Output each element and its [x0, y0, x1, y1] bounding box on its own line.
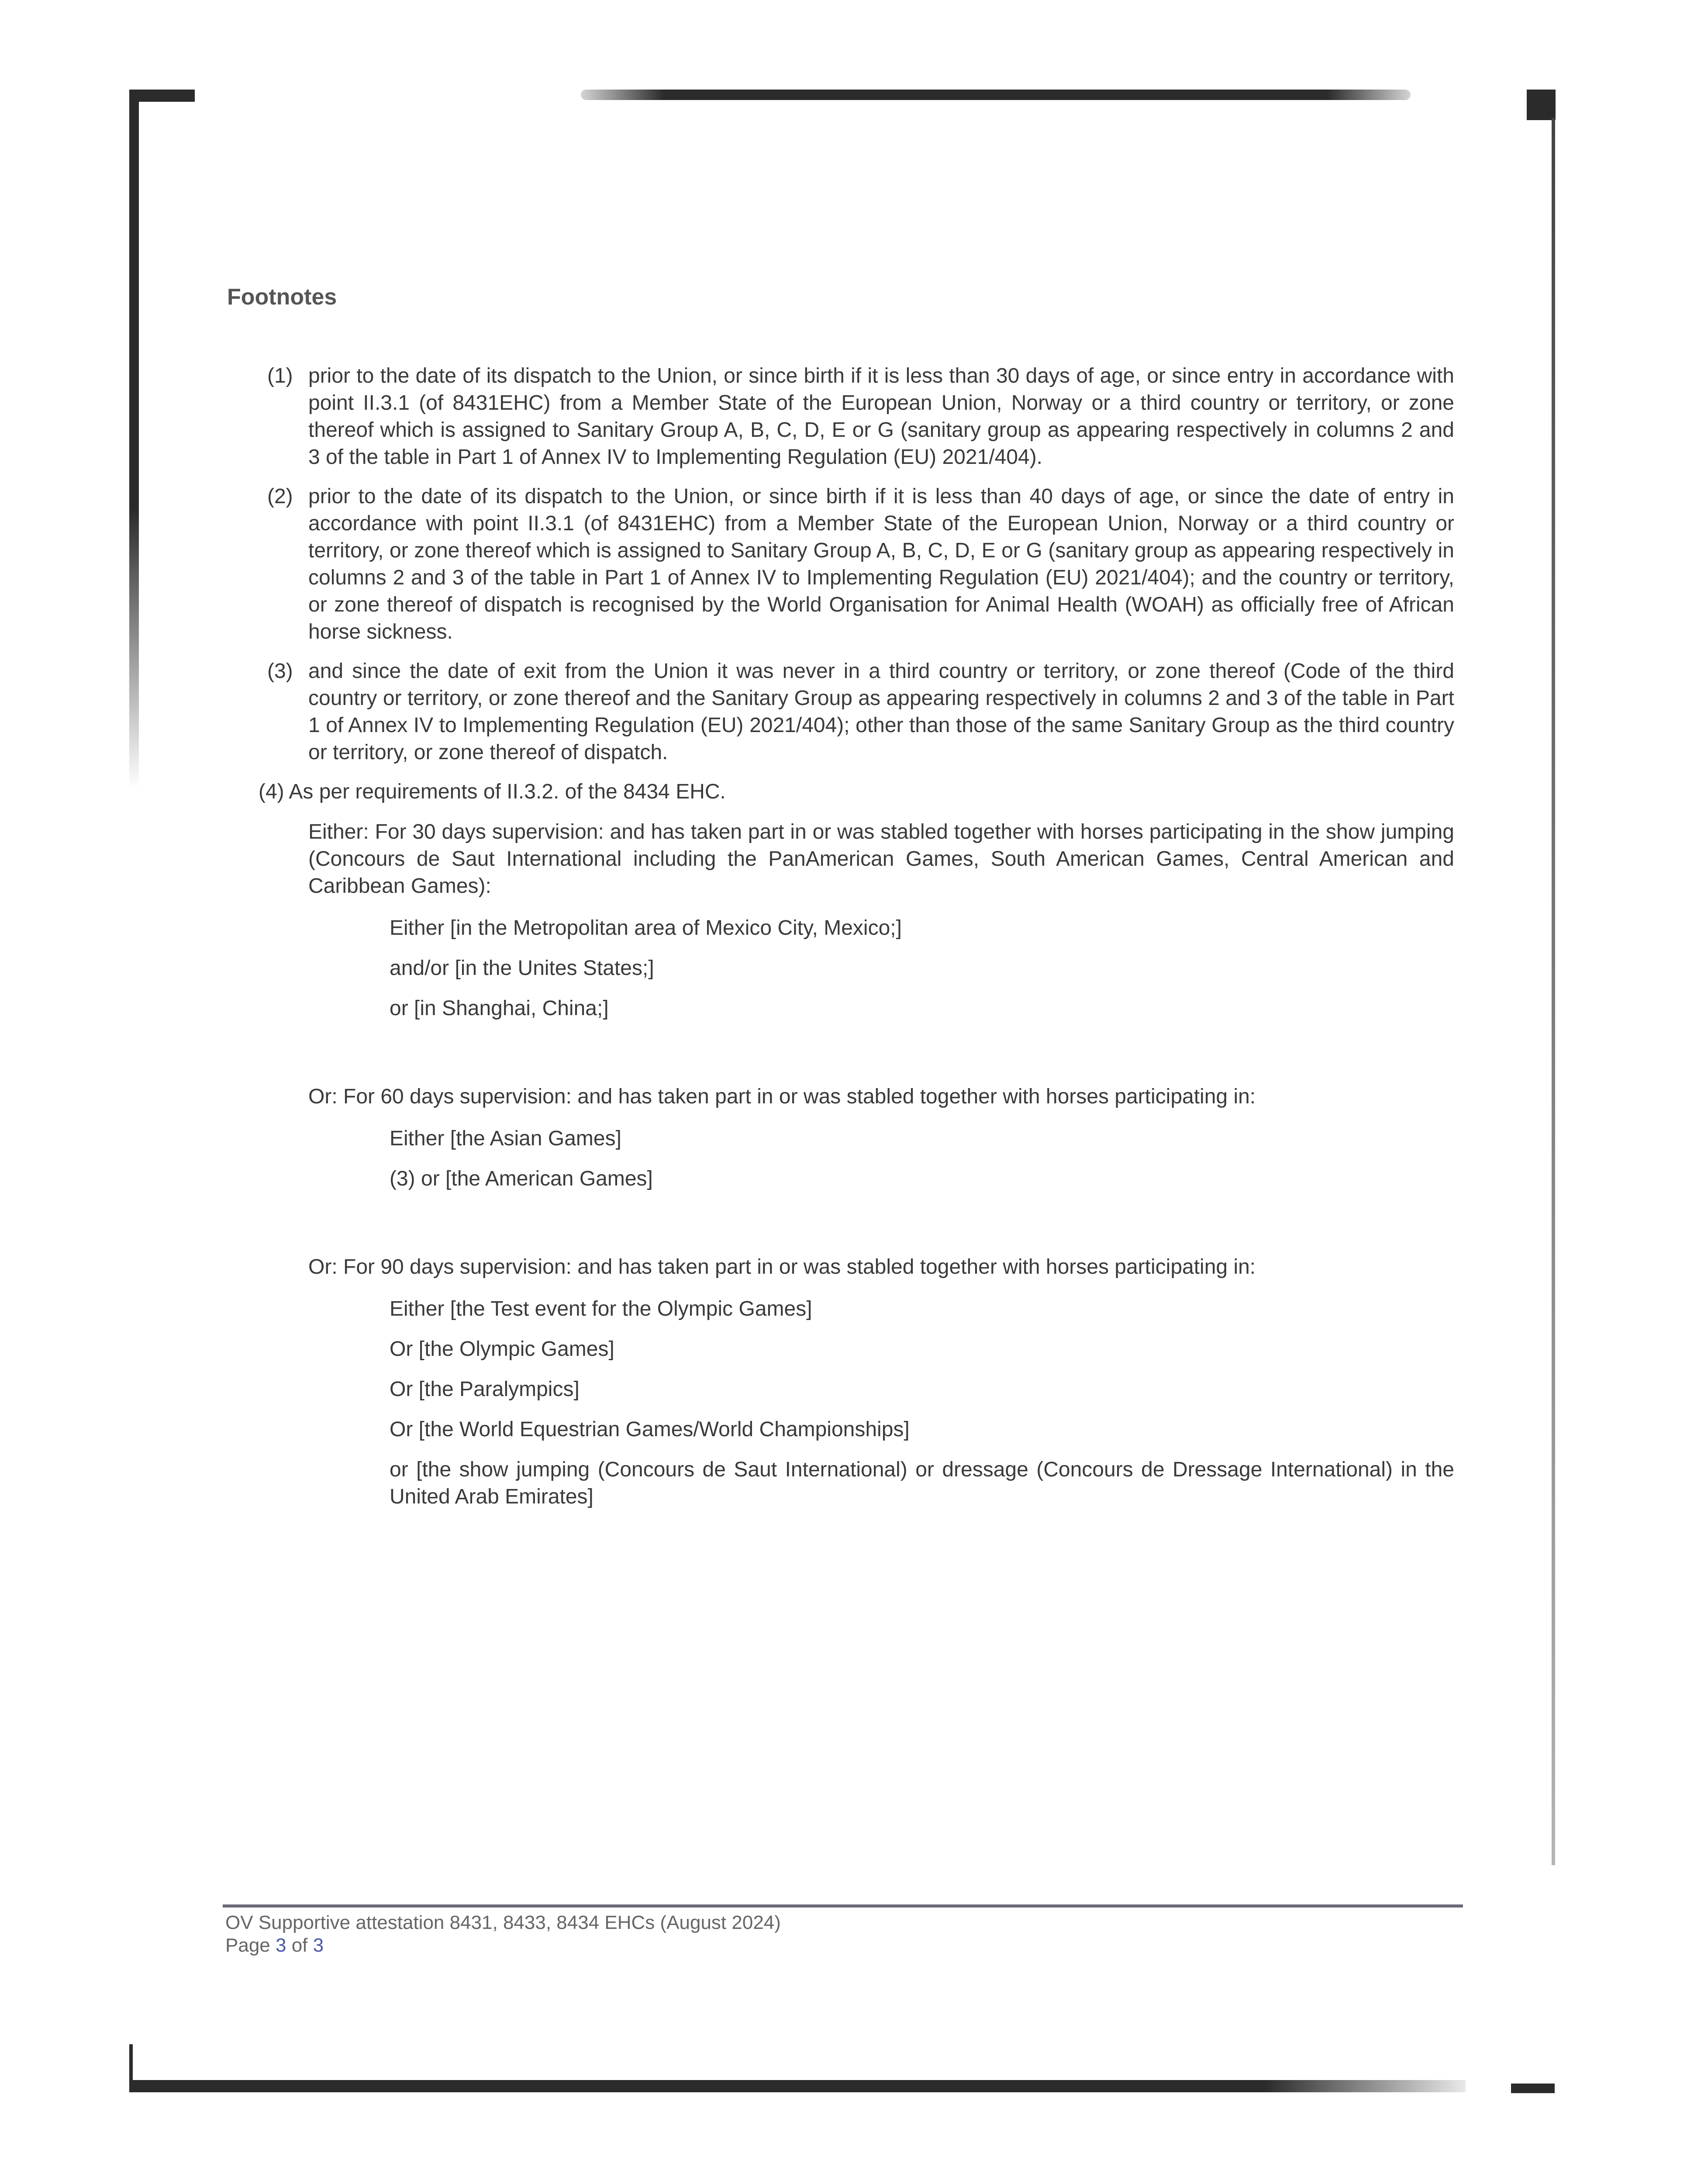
scan-edge	[1552, 118, 1555, 1865]
option-item: Or [the Olympic Games]	[390, 1337, 614, 1361]
scan-edge	[581, 90, 1411, 100]
option-item: and/or [in the Unites States;]	[390, 957, 654, 980]
footer-document-title: OV Supportive attestation 8431, 8433, 8434 EHCs (August 2024)	[225, 1912, 781, 1933]
page-total: 3	[313, 1935, 324, 1956]
option-item: Either [the Asian Games]	[390, 1127, 621, 1150]
footnote-text: prior to the date of its dispatch to the Union, or since birth if it is less than 40 days of age, or since the date of entry in accordance with point II.3.1 (of 8431EHC) from a Member State of the European Union, Norway or a third country or territory, or zone thereof which is assigned to Sanitary Group A, B, C, D, E or G (sanitary group as appearing respectively in columns 2 and 3 of the table in Part 1 of Annex IV to Implementing Regulation (EU) 2021/404); and the country or territory, or zone thereof of dispatch is recognised by the World Organisation for Animal Health (WOAH) as officially free of African horse sickness.	[308, 485, 1454, 643]
footnote-3	[227, 658, 1454, 766]
scan-edge	[129, 2044, 133, 2092]
supervision-group-60-days	[227, 1083, 1454, 1192]
footnote-4-heading: (4) As per requirements of II.3.2. of the 8434 EHC.	[259, 780, 726, 803]
option-item: (3) or [the American Games]	[390, 1167, 653, 1190]
supervision-intro: Or: For 60 days supervision: and has taken part in or was stabled together with horses participating in:	[308, 1085, 1256, 1108]
scan-edge	[129, 90, 195, 102]
scan-edge	[129, 90, 139, 788]
option-item: or [in Shanghai, China;]	[390, 997, 609, 1020]
footnotes-heading: Footnotes	[227, 284, 337, 310]
scan-edge	[1527, 90, 1556, 120]
supervision-group-30-days	[227, 819, 1454, 1022]
option-item: Or [the World Equestrian Games/World Championships]	[390, 1418, 910, 1441]
footnote-number: (1)	[267, 364, 293, 387]
scan-edge	[129, 2080, 1466, 2092]
footnote-number: (2)	[267, 485, 293, 508]
option-item: Either [the Test event for the Olympic Games]	[390, 1297, 812, 1320]
supervision-intro: Either: For 30 days supervision: and has taken part in or was stabled together with horses participating in the show jumping (Concours de Saut International including the PanAmerican Games, South American Games, Central American and Caribbean Games):	[308, 820, 1454, 898]
footnote-number: (3)	[267, 660, 293, 683]
supervision-group-90-days	[227, 1254, 1454, 1510]
option-item: Either [in the Metropolitan area of Mexico City, Mexico;]	[390, 916, 902, 940]
option-item: Or [the Paralympics]	[390, 1378, 580, 1401]
page-current: 3	[275, 1935, 286, 1956]
supervision-intro: Or: For 90 days supervision: and has taken part in or was stabled together with horses participating in:	[308, 1255, 1256, 1279]
footer-divider	[223, 1904, 1463, 1908]
footnote-1	[227, 363, 1454, 471]
document-body	[227, 284, 1454, 1524]
scan-edge	[1511, 2084, 1555, 2093]
footnote-text: and since the date of exit from the Union it was never in a third country or territory, or zone thereof (Code of the third country or territory, or zone thereof and the Sanitary Group as appearing respectively in columns 2 and 3 of the table in Part 1 of Annex IV to Implementing Regulation (EU) 2021/404); other than those of the same Sanitary Group as the third country or territory, or zone thereof of dispatch.	[308, 660, 1454, 764]
footnote-2	[227, 483, 1454, 646]
option-item: or [the show jumping (Concours de Saut International) or dressage (Concours de Dressage International) in the United Arab Emirates]	[390, 1458, 1454, 1508]
page-footer	[225, 1911, 781, 1957]
page-number: Page 3 of 3	[225, 1935, 324, 1956]
footnote-text: prior to the date of its dispatch to the Union, or since birth if it is less than 30 days of age, or since entry in accordance with point II.3.1 (of 8431EHC) from a Member State of the European Union, Norway or a third country or territory, or zone thereof which is assigned to Sanitary Group A, B, C, D, E or G (sanitary group as appearing respectively in columns 2 and 3 of the table in Part 1 of Annex IV to Implementing Regulation (EU) 2021/404).	[308, 364, 1454, 469]
